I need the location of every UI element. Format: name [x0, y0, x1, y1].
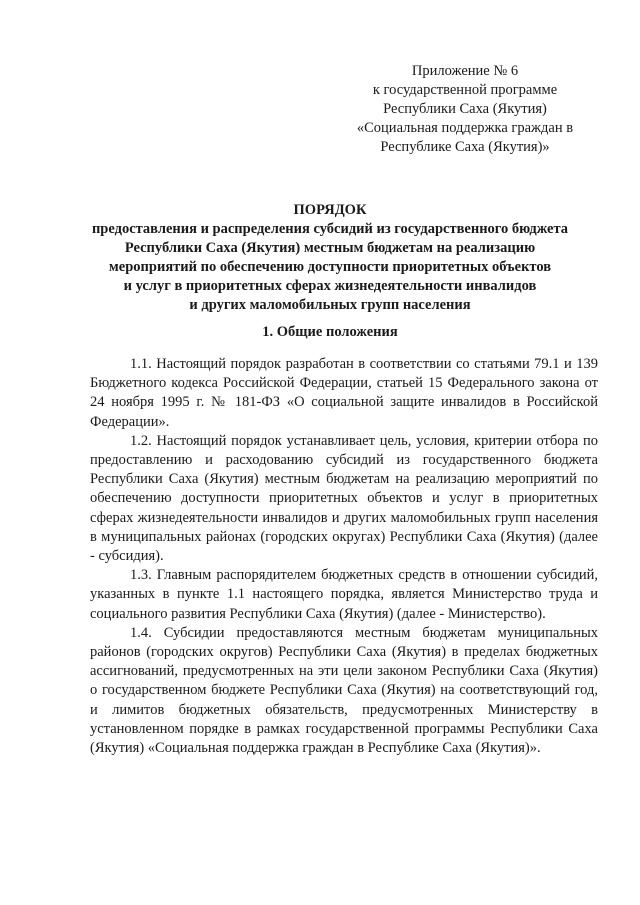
paragraph-1-4: 1.4. Субсидии предоставляются местным бюджетам муниципальных районов (городских округов) Республики Саха (Якутия) в пределах бюджетных ассигнований, предусмотренных на эти цели законом Республики Саха (Якутия) о государственном бюджете Республики Саха (Якутия) на соответствующий год, и лимитов бюджетных обязательств, предусмотренных Министерству в установленном порядке в рамках государственной программы Республики Саха (Якутия) «Социальная поддержка граждан в Республике Саха (Якутия)». — [90, 624, 598, 757]
paragraph-1-2: 1.2. Настоящий порядок устанавливает цель, условия, критерии отбора по предоставлению и расходованию субсидий из государственного бюджета Республики Саха (Якутия) местным бюджетам на реализацию мероприятий по обеспечению доступности приоритетных объектов и услуг в приоритетных сферах жизнедеятельности инвалидов и других маломобильных групп населения в муниципальных районах (городских округах) Республики Саха (Якутия) (далее - субсидия). — [90, 432, 598, 565]
title-line: и других маломобильных групп населения — [189, 297, 471, 313]
appendix-header — [330, 62, 600, 157]
title-line: Республики Саха (Якутия) местным бюджетам на реализацию — [124, 240, 536, 256]
title-heading: ПОРЯДОК — [293, 202, 367, 218]
document-body — [90, 355, 598, 758]
paragraph-1-3: 1.3. Главным распорядителем бюджетных средств в отношении субсидий, указанных в пункте 1.1 настоящего порядка, является Министерство труда и социального развития Республики Саха (Якутия) (далее - Министерство). — [90, 567, 598, 622]
appendix-line: Республики Саха (Якутия) — [383, 101, 547, 117]
appendix-line: Республике Саха (Якутия)» — [380, 139, 550, 155]
document-title — [60, 201, 600, 315]
appendix-line: к государственной программе — [372, 82, 558, 98]
section-title: 1. Общие положения — [262, 324, 398, 340]
title-line: мероприятий по обеспечению доступности приоритетных объектов — [108, 259, 552, 275]
title-line: предоставления и распределения субсидий из государственного бюджета — [91, 221, 569, 237]
paragraph-1-1: 1.1. Настоящий порядок разработан в соответствии со статьями 79.1 и 139 Бюджетного кодекса Российской Федерации, статьей 15 Федерального закона от 24 ноября 1995 г. № 181-ФЗ «О социальной защите инвалидов в Российской Федерации». — [90, 356, 598, 430]
appendix-number: Приложение № 6 — [411, 63, 519, 79]
appendix-line: «Социальная поддержка граждан в — [356, 120, 574, 136]
title-line: и услуг в приоритетных сферах жизнедеятельности инвалидов — [123, 278, 537, 294]
